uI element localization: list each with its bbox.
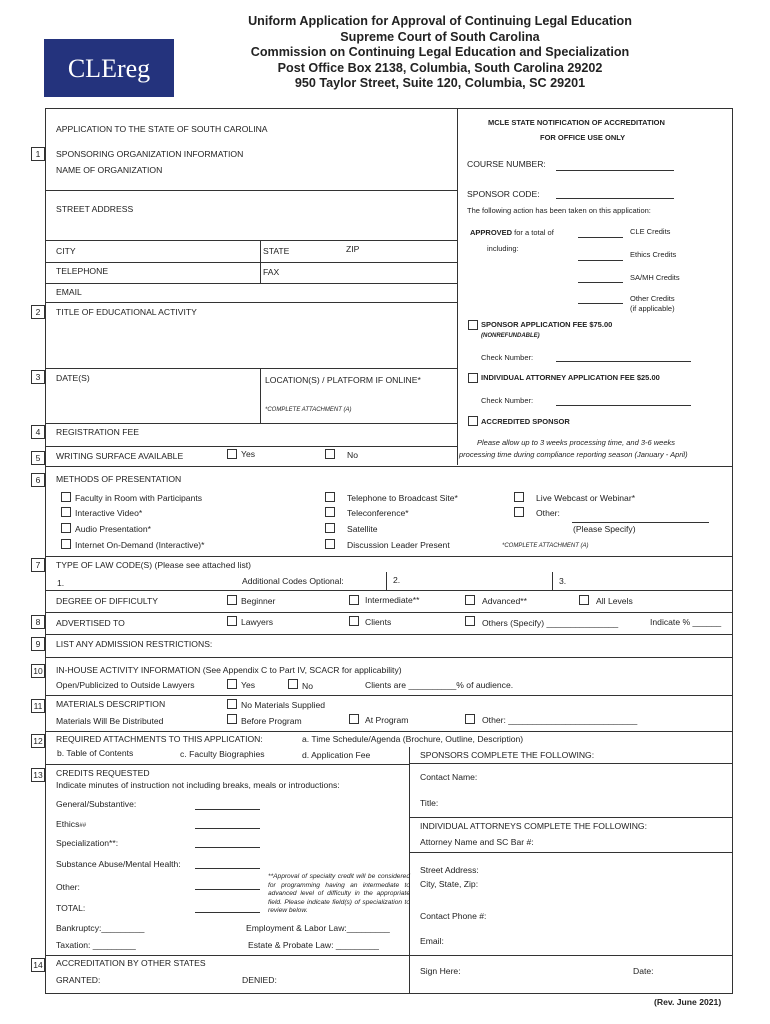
section-number-9: 9 bbox=[31, 637, 45, 651]
cle-credits-line[interactable] bbox=[578, 237, 623, 238]
beginner-label: Beginner bbox=[241, 596, 276, 606]
lawyers-label: Lawyers bbox=[241, 617, 273, 627]
interactive-video-checkbox[interactable] bbox=[61, 507, 71, 517]
section-number-10: 10 bbox=[31, 664, 45, 678]
fax-label[interactable]: FAX bbox=[263, 267, 280, 277]
please-specify-label: (Please Specify) bbox=[573, 524, 636, 534]
credits-heading: CREDITS REQUESTED bbox=[56, 768, 150, 778]
at-program-label: At Program bbox=[365, 715, 409, 725]
approved-label: APPROVED bbox=[470, 228, 513, 237]
advanced-checkbox[interactable] bbox=[465, 595, 475, 605]
materials-heading: MATERIALS DESCRIPTION bbox=[56, 699, 166, 709]
others-label: Others (Specify) _______________ bbox=[482, 618, 619, 628]
processing-note-1: Please allow up to 3 weeks processing time, and 3-6 weeks bbox=[477, 438, 676, 447]
inhouse-no-label: No bbox=[302, 681, 313, 691]
check-number-2-label: Check Number: bbox=[481, 396, 534, 405]
internet-label: Internet On-Demand (Interactive)* bbox=[75, 540, 205, 550]
writing-surface-no-checkbox[interactable] bbox=[325, 449, 335, 459]
samh-credits-line[interactable] bbox=[578, 282, 623, 283]
internet-checkbox[interactable] bbox=[61, 539, 71, 549]
form-header bbox=[200, 14, 680, 92]
other-credits-label-13: Other: bbox=[56, 882, 80, 892]
nonrefundable-note: (NONREFUNDABLE) bbox=[481, 333, 540, 339]
additional-codes-label: Additional Codes Optional: bbox=[242, 576, 344, 586]
processing-note-2: processing time during compliance reporting season (January - April) bbox=[459, 450, 688, 459]
ethics-line[interactable] bbox=[195, 828, 260, 829]
before-program-checkbox[interactable] bbox=[227, 714, 237, 724]
webcast-checkbox[interactable] bbox=[514, 492, 524, 502]
location-attachment-note: *COMPLETE ATTACHMENT (A) bbox=[265, 407, 352, 413]
attorney-fee-label: INDIVIDUAL ATTORNEY APPLICATION FEE $25.00 bbox=[481, 373, 660, 382]
discussion-leader-label: Discussion Leader Present bbox=[347, 540, 450, 550]
lawyers-checkbox[interactable] bbox=[227, 616, 237, 626]
check-number-1-label: Check Number: bbox=[481, 353, 534, 362]
other-states-heading: ACCREDITATION BY OTHER STATES bbox=[56, 958, 206, 968]
section-number-14: 14 bbox=[31, 958, 45, 972]
all-levels-checkbox[interactable] bbox=[579, 595, 589, 605]
section-number-5: 5 bbox=[31, 451, 45, 465]
section-number-12: 12 bbox=[31, 734, 45, 748]
state-label[interactable]: STATE bbox=[263, 246, 290, 256]
accredited-sponsor-label: ACCREDITED SPONSOR bbox=[481, 417, 570, 426]
application-title: APPLICATION TO THE STATE OF SOUTH CAROLINA bbox=[56, 124, 268, 134]
section-number-3: 3 bbox=[31, 370, 45, 384]
taxation-label[interactable]: Taxation: _________ bbox=[56, 940, 136, 950]
writing-surface-yes-checkbox[interactable] bbox=[227, 449, 237, 459]
substance-line[interactable] bbox=[195, 868, 260, 869]
accredited-sponsor-checkbox[interactable] bbox=[468, 416, 478, 426]
title-label[interactable]: Title: bbox=[420, 798, 439, 808]
methods-heading: METHODS OF PRESENTATION bbox=[56, 474, 182, 484]
advanced-label: Advanced** bbox=[482, 596, 527, 606]
other-method-checkbox[interactable] bbox=[514, 507, 524, 517]
email-label[interactable]: EMAIL bbox=[56, 287, 82, 297]
specialty-approval-note: **Approval of specialty credit will be considered for programming having an intermediate to advanced level of difficulty in the appropriate field. Please indicate field(s) of specialization to review below. bbox=[268, 873, 410, 915]
attachment-c: c. Faculty Biographies bbox=[180, 749, 265, 759]
course-number-line[interactable] bbox=[556, 170, 674, 171]
for-total-label: for a total of bbox=[512, 228, 554, 237]
check-number-1-line[interactable] bbox=[556, 361, 691, 362]
satellite-label: Satellite bbox=[347, 524, 378, 534]
telephone-broadcast-checkbox[interactable] bbox=[325, 492, 335, 502]
inhouse-yes-checkbox[interactable] bbox=[227, 679, 237, 689]
sponsors-complete-heading: SPONSORS COMPLETE THE FOLLOWING: bbox=[420, 750, 595, 760]
section-number-13: 13 bbox=[31, 768, 45, 782]
inhouse-heading: IN-HOUSE ACTIVITY INFORMATION (See Appendix C to Part IV, SCACR for applicability) bbox=[56, 665, 402, 675]
attachments-heading: REQUIRED ATTACHMENTS TO THIS APPLICATION: bbox=[56, 734, 263, 744]
individual-attorneys-heading: INDIVIDUAL ATTORNEYS COMPLETE THE FOLLOWING: bbox=[420, 821, 647, 831]
logo-text-cle: CLE bbox=[67, 54, 117, 83]
section-number-4: 4 bbox=[31, 425, 45, 439]
section-number-2: 2 bbox=[31, 305, 45, 319]
org-name-label[interactable]: NAME OF ORGANIZATION bbox=[56, 165, 163, 175]
approved-text bbox=[470, 229, 554, 237]
telephone-broadcast-label: Telephone to Broadcast Site* bbox=[347, 493, 458, 503]
ethics-credits-label: Ethics Credits bbox=[630, 250, 677, 259]
ethics-credits-line[interactable] bbox=[578, 260, 623, 261]
ethics-label-text: Ethics bbox=[56, 819, 80, 829]
city-state-zip-label[interactable]: City, State, Zip: bbox=[420, 879, 479, 889]
code-row-line bbox=[45, 590, 733, 591]
intermediate-label: Intermediate** bbox=[365, 595, 420, 605]
employment-label[interactable]: Employment & Labor Law:_________ bbox=[246, 923, 390, 933]
other-method-label: Other: bbox=[536, 508, 560, 518]
before-program-label: Before Program bbox=[241, 716, 302, 726]
check-number-2-line[interactable] bbox=[556, 405, 691, 406]
contact-name-label[interactable]: Contact Name: bbox=[420, 772, 478, 782]
other-method-line[interactable] bbox=[572, 522, 709, 523]
estate-label[interactable]: Estate & Probate Law: _________ bbox=[248, 940, 379, 950]
action-taken-text: The following action has been taken on this application: bbox=[467, 206, 651, 215]
sponsoring-org-heading: SPONSORING ORGANIZATION INFORMATION bbox=[56, 149, 244, 159]
faculty-checkbox[interactable] bbox=[61, 492, 71, 502]
sponsor-fee-checkbox[interactable] bbox=[468, 320, 478, 330]
credits-subheading: Indicate minutes of instruction not including breaks, meals or introductions: bbox=[56, 780, 340, 790]
audio-checkbox[interactable] bbox=[61, 523, 71, 533]
writing-surface-label: WRITING SURFACE AVAILABLE bbox=[56, 451, 184, 461]
clereg-logo bbox=[44, 39, 174, 97]
sponsor-code-line[interactable] bbox=[556, 198, 674, 199]
beginner-checkbox[interactable] bbox=[227, 595, 237, 605]
city-label[interactable]: CITY bbox=[56, 246, 76, 256]
general-line[interactable] bbox=[195, 809, 260, 810]
header-line-5: 950 Taylor Street, Suite 120, Columbia, SC 29201 bbox=[294, 76, 586, 90]
law-code-3-label[interactable]: 3. bbox=[559, 576, 567, 586]
attorney-name-label[interactable]: Attorney Name and SC Bar #: bbox=[420, 837, 534, 847]
clients-label: Clients bbox=[365, 617, 392, 627]
methods-attachment-note: *COMPLETE ATTACHMENT (A) bbox=[502, 543, 589, 549]
others-checkbox[interactable] bbox=[465, 616, 475, 626]
section-number-8: 8 bbox=[31, 615, 45, 629]
open-publicized-label: Open/Publicized to Outside Lawyers bbox=[56, 680, 195, 690]
revision-note: (Rev. June 2021) bbox=[654, 997, 722, 1007]
location-label[interactable]: LOCATION(S) / PLATFORM IF ONLINE* bbox=[265, 375, 421, 385]
cle-credits-label: CLE Credits bbox=[630, 227, 671, 236]
law-code-heading: TYPE OF LAW CODE(S) (Please see attached list) bbox=[56, 560, 252, 570]
email-right-label[interactable]: Email: bbox=[420, 936, 444, 946]
intermediate-checkbox[interactable] bbox=[349, 595, 359, 605]
difficulty-label: DEGREE OF DIFFICULTY bbox=[56, 596, 159, 606]
other-credits-label: Other Credits bbox=[630, 294, 675, 303]
granted-label[interactable]: GRANTED: bbox=[56, 975, 101, 985]
all-levels-label: All Levels bbox=[596, 596, 633, 606]
at-program-checkbox[interactable] bbox=[349, 714, 359, 724]
clients-checkbox[interactable] bbox=[349, 616, 359, 626]
section-number-6: 6 bbox=[31, 473, 45, 487]
code-divider-2 bbox=[552, 572, 553, 590]
contact-phone-label[interactable]: Contact Phone #: bbox=[420, 911, 487, 921]
admission-restrictions-label[interactable]: LIST ANY ADMISSION RESTRICTIONS: bbox=[56, 639, 213, 649]
other-credits-note: (if applicable) bbox=[630, 304, 675, 313]
zip-label[interactable]: ZIP bbox=[346, 244, 360, 254]
activity-title-label[interactable]: TITLE OF EDUCATIONAL ACTIVITY bbox=[56, 307, 197, 317]
bankruptcy-label[interactable]: Bankruptcy:_________ bbox=[56, 923, 145, 933]
ethics-label bbox=[56, 820, 86, 829]
law-code-1-label[interactable]: 1. bbox=[57, 578, 65, 588]
webcast-label: Live Webcast or Webinar* bbox=[536, 493, 636, 503]
other-materials-label: Other: ___________________________ bbox=[482, 715, 638, 725]
total-label: TOTAL: bbox=[56, 903, 86, 913]
no-materials-checkbox[interactable] bbox=[227, 699, 237, 709]
sponsor-code-label: SPONSOR CODE: bbox=[467, 189, 540, 199]
attachment-b: b. Table of Contents bbox=[57, 748, 134, 758]
mcle-notification-heading: MCLE STATE NOTIFICATION OF ACCREDITATION bbox=[488, 118, 665, 127]
street-address-label[interactable]: STREET ADDRESS bbox=[56, 204, 134, 214]
other-credits-line-13[interactable] bbox=[195, 889, 260, 890]
course-number-label: COURSE NUMBER: bbox=[467, 159, 546, 169]
office-use-only: FOR OFFICE USE ONLY bbox=[540, 133, 626, 142]
writing-surface-yes-label: Yes bbox=[241, 449, 256, 459]
section-number-1: 1 bbox=[31, 147, 45, 161]
specialization-line[interactable] bbox=[195, 847, 260, 848]
substance-label: Substance Abuse/Mental Health: bbox=[56, 859, 181, 869]
street-address-right-label[interactable]: Street Address: bbox=[420, 865, 479, 875]
clients-audience-label: Clients are __________% of audience. bbox=[365, 680, 514, 690]
sign-here-label[interactable]: Sign Here: bbox=[420, 966, 461, 976]
total-line[interactable] bbox=[195, 912, 260, 913]
teleconference-label: Teleconference* bbox=[347, 508, 409, 518]
advertised-label: ADVERTISED TO bbox=[56, 618, 125, 628]
writing-surface-no-label: No bbox=[347, 450, 358, 460]
header-line-1: Uniform Application for Approval of Continuing Legal Education bbox=[248, 14, 632, 28]
indicate-percent-label: Indicate % ______ bbox=[650, 617, 722, 627]
inhouse-yes-label: Yes bbox=[241, 680, 256, 690]
header-line-2: Supreme Court of South Carolina bbox=[340, 29, 540, 44]
law-code-2-label[interactable]: 2. bbox=[393, 575, 401, 585]
including-label: including: bbox=[487, 244, 519, 253]
interactive-video-label: Interactive Video* bbox=[75, 508, 143, 518]
general-label: General/Substantive: bbox=[56, 799, 137, 809]
specialization-label: Specialization**: bbox=[56, 838, 119, 848]
section-number-7: 7 bbox=[31, 558, 45, 572]
other-credits-line[interactable] bbox=[578, 303, 623, 304]
samh-credits-label: SA/MH Credits bbox=[630, 273, 680, 282]
sponsor-fee-label: SPONSOR APPLICATION FEE $75.00 bbox=[481, 320, 613, 329]
teleconference-checkbox[interactable] bbox=[325, 507, 335, 517]
attorney-fee-checkbox[interactable] bbox=[468, 373, 478, 383]
denied-label[interactable]: DENIED: bbox=[242, 975, 277, 985]
audio-label: Audio Presentation* bbox=[75, 524, 151, 534]
logo-text-reg: reg bbox=[116, 54, 151, 83]
registration-fee-label[interactable]: REGISTRATION FEE bbox=[56, 427, 139, 437]
telephone-label[interactable]: TELEPHONE bbox=[56, 266, 109, 276]
attachment-a: a. Time Schedule/Agenda (Brochure, Outline, Description) bbox=[302, 734, 524, 744]
header-line-3: Commission on Continuing Legal Education and Specialization bbox=[250, 45, 630, 59]
discussion-leader-checkbox[interactable] bbox=[325, 539, 335, 549]
date-label[interactable]: Date: bbox=[633, 966, 654, 976]
other-materials-checkbox[interactable] bbox=[465, 714, 475, 724]
faculty-label: Faculty in Room with Participants bbox=[75, 493, 203, 503]
satellite-checkbox[interactable] bbox=[325, 523, 335, 533]
attachment-d: d. Application Fee bbox=[302, 750, 371, 760]
ethics-label-sup: ## bbox=[79, 823, 87, 829]
header-line-4: Post Office Box 2138, Columbia, South Carolina 29202 bbox=[277, 60, 603, 75]
no-materials-label: No Materials Supplied bbox=[241, 700, 326, 710]
materials-distributed-label: Materials Will Be Distributed bbox=[56, 716, 164, 726]
inhouse-no-checkbox[interactable] bbox=[288, 679, 298, 689]
section-number-11: 11 bbox=[31, 699, 45, 713]
code-divider-1 bbox=[386, 572, 387, 590]
dates-label[interactable]: DATE(S) bbox=[56, 373, 90, 383]
